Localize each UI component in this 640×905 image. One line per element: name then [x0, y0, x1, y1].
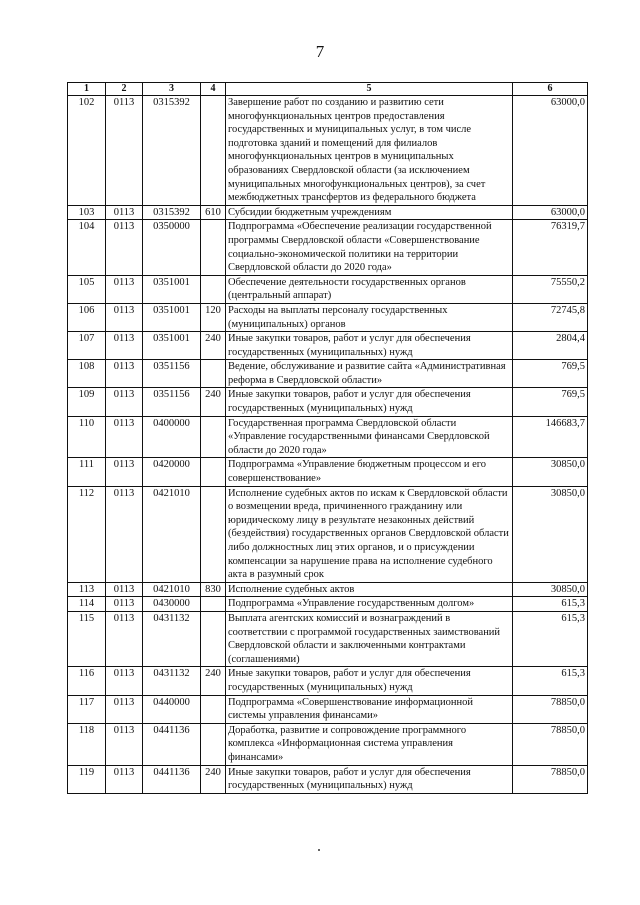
description-cell: Субсидии бюджетным учреждениям	[226, 205, 513, 220]
table-row	[68, 765, 588, 793]
table-row	[68, 220, 588, 275]
table-row	[68, 667, 588, 695]
section-code-cell: 0113	[106, 275, 143, 303]
target-code-cell: 0441136	[143, 723, 201, 765]
amount-cell: 78850,0	[513, 723, 588, 765]
section-code-cell: 0113	[106, 205, 143, 220]
target-code-cell: 0421010	[143, 582, 201, 597]
section-code-cell: 0113	[106, 303, 143, 331]
section-code-cell: 0113	[106, 667, 143, 695]
amount-cell: 2804,4	[513, 332, 588, 360]
amount-cell: 146683,7	[513, 416, 588, 458]
table-row	[68, 205, 588, 220]
expense-kind-cell	[201, 275, 226, 303]
amount-cell: 30850,0	[513, 582, 588, 597]
target-code-cell: 0420000	[143, 458, 201, 486]
row-number-cell: 107	[68, 332, 106, 360]
table-row	[68, 597, 588, 612]
section-code-cell: 0113	[106, 332, 143, 360]
amount-cell: 615,3	[513, 597, 588, 612]
target-code-cell: 0351001	[143, 275, 201, 303]
header-cell: 6	[513, 83, 588, 96]
row-number-cell: 109	[68, 388, 106, 416]
table-row	[68, 486, 588, 582]
section-code-cell: 0113	[106, 388, 143, 416]
row-number-cell: 111	[68, 458, 106, 486]
expense-kind-cell	[201, 695, 226, 723]
section-code-cell: 0113	[106, 486, 143, 582]
description-cell: Иные закупки товаров, работ и услуг для обеспечения государственных (муниципальных) нужд	[226, 332, 513, 360]
target-code-cell: 0400000	[143, 416, 201, 458]
expense-kind-cell: 610	[201, 205, 226, 220]
row-number-cell: 104	[68, 220, 106, 275]
target-code-cell: 0441136	[143, 765, 201, 793]
row-number-cell: 103	[68, 205, 106, 220]
row-number-cell: 113	[68, 582, 106, 597]
amount-cell: 769,5	[513, 388, 588, 416]
description-cell: Государственная программа Свердловской области «Управление государственными финансами Свердловской области до 2020 года»	[226, 416, 513, 458]
target-code-cell: 0315392	[143, 205, 201, 220]
row-number-cell: 119	[68, 765, 106, 793]
description-cell: Выплата агентских комиссий и вознаграждений в соответствии с программой государственных заимствований Свердловской области и заключенными контрактами (соглашениями)	[226, 611, 513, 666]
row-number-cell: 102	[68, 96, 106, 206]
description-cell: Завершение работ по созданию и развитию сети многофункциональных центров предоставления государственных и муниципальных услуг, в том числе подготовка зданий и помещений для филиалов многофункциональных центров в муниципальных образованиях Свердловской области (за исключением муниципальных многофункциональных центров), за счет межбюджетных трансфертов из федерального бюджета	[226, 96, 513, 206]
amount-cell: 63000,0	[513, 205, 588, 220]
table-row	[68, 695, 588, 723]
amount-cell: 75550,2	[513, 275, 588, 303]
expense-kind-cell: 830	[201, 582, 226, 597]
expense-kind-cell: 240	[201, 332, 226, 360]
table-row	[68, 611, 588, 666]
table-body	[68, 96, 588, 794]
header-cell: 2	[106, 83, 143, 96]
description-cell: Расходы на выплаты персоналу государственных (муниципальных) органов	[226, 303, 513, 331]
row-number-cell: 112	[68, 486, 106, 582]
row-number-cell: 114	[68, 597, 106, 612]
section-code-cell: 0113	[106, 597, 143, 612]
section-code-cell: 0113	[106, 360, 143, 388]
table-row	[68, 388, 588, 416]
expense-kind-cell	[201, 486, 226, 582]
description-cell: Подпрограмма «Совершенствование информационной системы управления финансами»	[226, 695, 513, 723]
header-cell: 3	[143, 83, 201, 96]
expense-kind-cell	[201, 96, 226, 206]
description-cell: Ведение, обслуживание и развитие сайта «Административная реформа в Свердловской области»	[226, 360, 513, 388]
table-row	[68, 332, 588, 360]
target-code-cell: 0351156	[143, 388, 201, 416]
expense-kind-cell: 240	[201, 388, 226, 416]
table-row	[68, 275, 588, 303]
table-row	[68, 723, 588, 765]
expense-kind-cell	[201, 416, 226, 458]
expense-kind-cell	[201, 611, 226, 666]
table-row	[68, 303, 588, 331]
amount-cell: 615,3	[513, 667, 588, 695]
table-row	[68, 416, 588, 458]
description-cell: Доработка, развитие и сопровождение программного комплекса «Информационная система управления финансами»	[226, 723, 513, 765]
section-code-cell: 0113	[106, 582, 143, 597]
row-number-cell: 118	[68, 723, 106, 765]
header-cell: 5	[226, 83, 513, 96]
amount-cell: 76319,7	[513, 220, 588, 275]
amount-cell: 72745,8	[513, 303, 588, 331]
row-number-cell: 108	[68, 360, 106, 388]
expense-kind-cell: 120	[201, 303, 226, 331]
target-code-cell: 0351001	[143, 303, 201, 331]
section-code-cell: 0113	[106, 723, 143, 765]
expense-kind-cell	[201, 597, 226, 612]
section-code-cell: 0113	[106, 765, 143, 793]
amount-cell: 769,5	[513, 360, 588, 388]
target-code-cell: 0431132	[143, 667, 201, 695]
row-number-cell: 115	[68, 611, 106, 666]
amount-cell: 30850,0	[513, 486, 588, 582]
target-code-cell: 0430000	[143, 597, 201, 612]
expense-kind-cell	[201, 458, 226, 486]
row-number-cell: 110	[68, 416, 106, 458]
expense-kind-cell	[201, 360, 226, 388]
expense-kind-cell	[201, 723, 226, 765]
description-cell: Подпрограмма «Управление государственным долгом»	[226, 597, 513, 612]
section-code-cell: 0113	[106, 416, 143, 458]
header-cell: 1	[68, 83, 106, 96]
section-code-cell: 0113	[106, 220, 143, 275]
amount-cell: 63000,0	[513, 96, 588, 206]
page-number: 7	[315, 42, 325, 61]
amount-cell: 78850,0	[513, 695, 588, 723]
row-number-cell: 105	[68, 275, 106, 303]
expense-kind-cell: 240	[201, 765, 226, 793]
description-cell: Иные закупки товаров, работ и услуг для обеспечения государственных (муниципальных) нужд	[226, 667, 513, 695]
target-code-cell: 0315392	[143, 96, 201, 206]
table-row	[68, 96, 588, 206]
target-code-cell: 0440000	[143, 695, 201, 723]
table-header-row	[68, 83, 588, 96]
section-code-cell: 0113	[106, 695, 143, 723]
row-number-cell: 117	[68, 695, 106, 723]
section-code-cell: 0113	[106, 611, 143, 666]
target-code-cell: 0351156	[143, 360, 201, 388]
target-code-cell: 0350000	[143, 220, 201, 275]
amount-cell: 615,3	[513, 611, 588, 666]
amount-cell: 78850,0	[513, 765, 588, 793]
table-row	[68, 582, 588, 597]
budget-table	[67, 82, 588, 794]
row-number-cell: 106	[68, 303, 106, 331]
table-row	[68, 458, 588, 486]
target-code-cell: 0431132	[143, 611, 201, 666]
description-cell: Обеспечение деятельности государственных органов (центральный аппарат)	[226, 275, 513, 303]
description-cell: Подпрограмма «Управление бюджетным процессом и его совершенствование»	[226, 458, 513, 486]
description-cell: Подпрограмма «Обеспечение реализации государственной программы Свердловской области «Совершенствование социально-экономической политики на территории Свердловской области до 2020 года»	[226, 220, 513, 275]
description-cell: Исполнение судебных актов	[226, 582, 513, 597]
table-row	[68, 360, 588, 388]
expense-kind-cell: 240	[201, 667, 226, 695]
amount-cell: 30850,0	[513, 458, 588, 486]
target-code-cell: 0421010	[143, 486, 201, 582]
expense-kind-cell	[201, 220, 226, 275]
description-cell: Исполнение судебных актов по искам к Свердловской области о возмещении вреда, причиненного гражданину или юридическому лицу в результате незаконных действий (бездействия) государственных органов Свердловской области либо должностных лиц этих органов, и о присуждении компенсации за нарушение права на исполнение судебного акта в разумный срок	[226, 486, 513, 582]
section-code-cell: 0113	[106, 96, 143, 206]
target-code-cell: 0351001	[143, 332, 201, 360]
description-cell: Иные закупки товаров, работ и услуг для обеспечения государственных (муниципальных) нужд	[226, 765, 513, 793]
description-cell: Иные закупки товаров, работ и услуг для обеспечения государственных (муниципальных) нужд	[226, 388, 513, 416]
page-mark	[318, 849, 320, 851]
header-cell: 4	[201, 83, 226, 96]
row-number-cell: 116	[68, 667, 106, 695]
section-code-cell: 0113	[106, 458, 143, 486]
